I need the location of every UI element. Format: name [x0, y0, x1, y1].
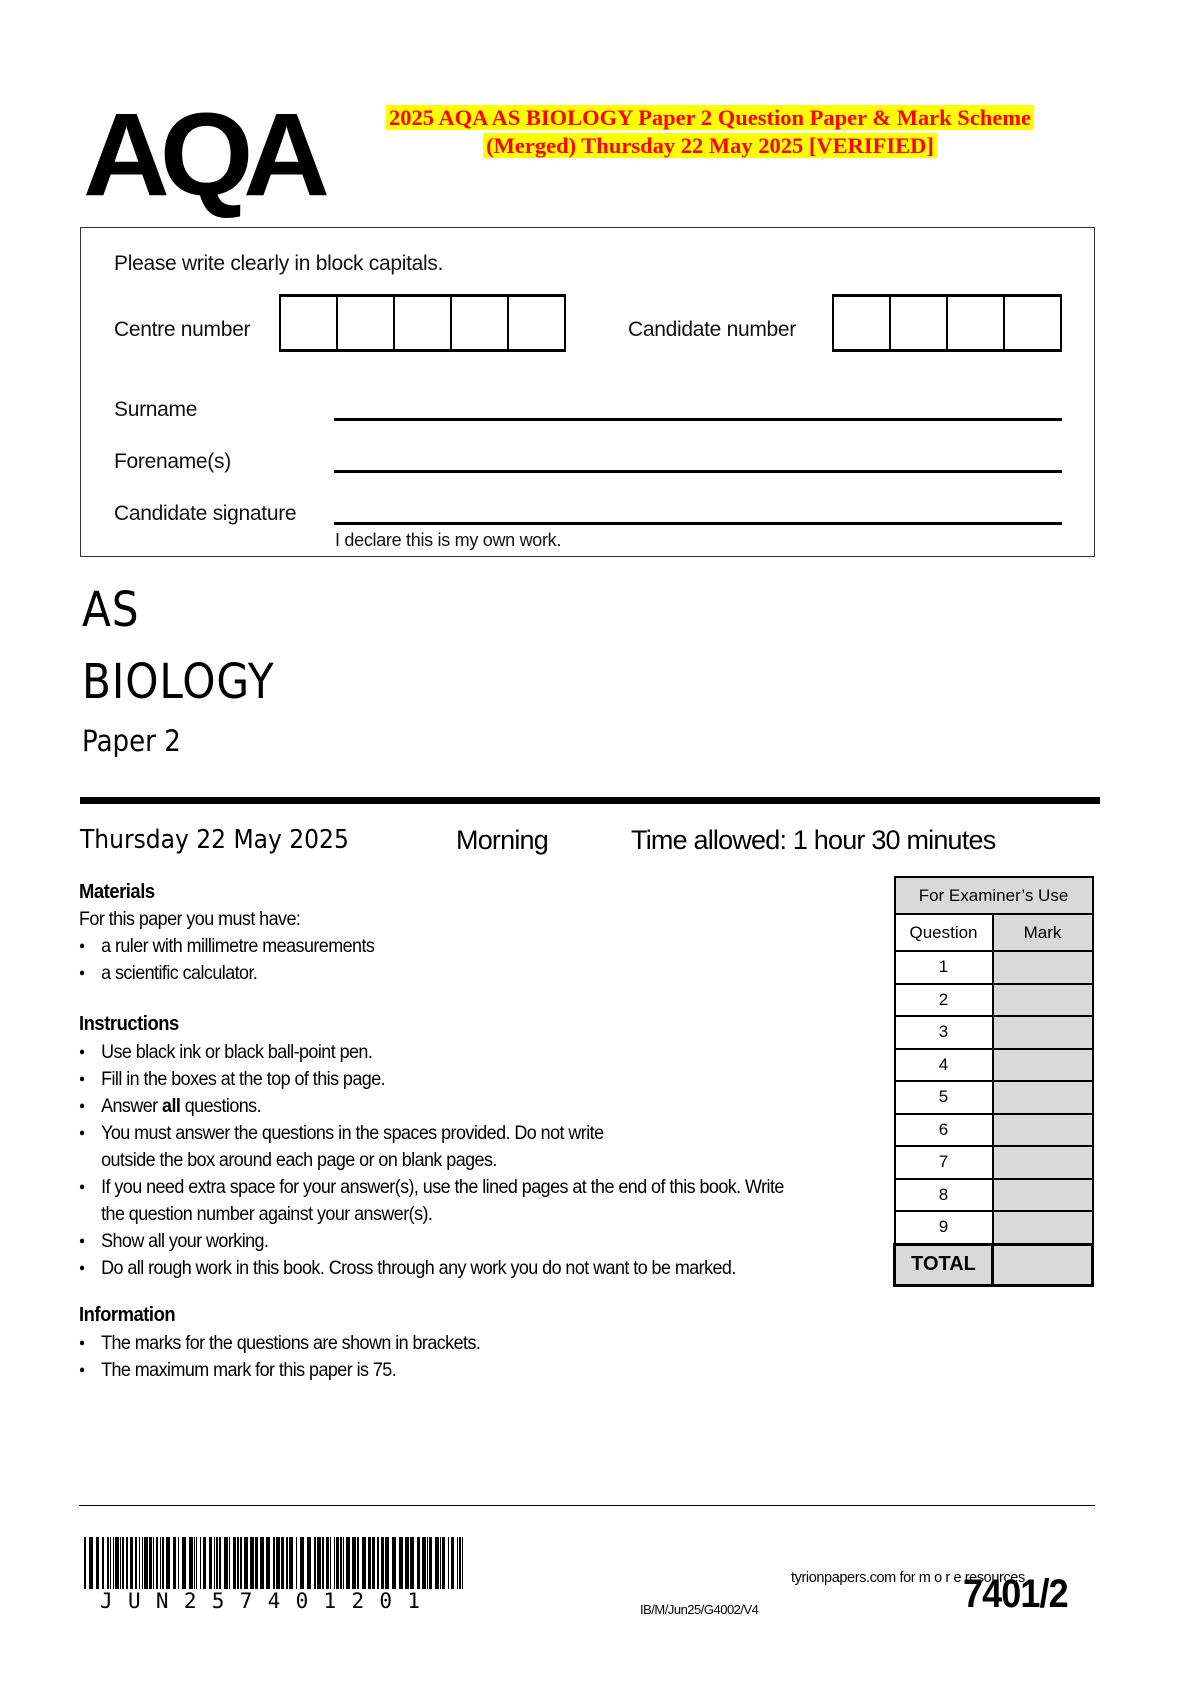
instruction-item-continued: the question number against your answer(s). [101, 1203, 433, 1225]
column-header-question: Question [895, 914, 993, 951]
barcode-bar [448, 1537, 449, 1589]
barcode-bar [153, 1537, 154, 1589]
instruction-item: ● Use black ink or black ball-point pen. [79, 1039, 784, 1066]
mark-cell[interactable] [993, 1081, 1093, 1114]
question-number: 4 [895, 1049, 993, 1082]
instruction-item: ● If you need extra space for your answer(s), use the lined pages at the end of this book. Write [79, 1174, 784, 1201]
barcode-bar [120, 1537, 121, 1589]
barcode-bar [260, 1537, 264, 1589]
barcode-bar [107, 1537, 109, 1589]
information-item: ● The maximum mark for this paper is 75. [79, 1357, 480, 1384]
barcode-bar [372, 1537, 375, 1589]
barcode-bar [156, 1537, 158, 1589]
barcode-text: JUN257401201 [100, 1589, 436, 1613]
barcode-bar [273, 1537, 275, 1589]
barcode-bar [110, 1537, 111, 1589]
barcode-bar [139, 1537, 140, 1589]
question-number: 3 [895, 1016, 993, 1049]
barcode-bar [237, 1537, 239, 1589]
total-label: TOTAL [895, 1244, 993, 1285]
instruction-item: ● Fill in the boxes at the top of this page. [79, 1066, 784, 1093]
banner-line-2: (Merged) Thursday 22 May 2025 [VERIFIED] [483, 133, 937, 158]
barcode-bar [381, 1537, 384, 1589]
column-header-mark: Mark [993, 914, 1093, 951]
surname-label: Surname [114, 398, 198, 421]
centre-number-cell[interactable] [509, 297, 566, 349]
barcode-bar [296, 1537, 297, 1589]
centre-number-field[interactable] [279, 294, 566, 352]
examiner-table-title-row [895, 877, 1093, 914]
barcode-bar [196, 1537, 197, 1589]
barcode-bar [462, 1537, 463, 1589]
document-reference: IB/M/Jun25/G4002/V4 [640, 1602, 759, 1617]
barcode-bar [346, 1537, 350, 1589]
question-number: 8 [895, 1179, 993, 1212]
question-number: 7 [895, 1146, 993, 1179]
footer-divider [79, 1505, 1095, 1506]
barcode-bar [330, 1537, 331, 1589]
barcode-bar [219, 1537, 221, 1589]
mark-cell[interactable] [993, 1016, 1093, 1049]
barcode-bar [276, 1537, 280, 1589]
barcode-bar [334, 1537, 335, 1589]
candidate-number-cell[interactable] [1005, 297, 1062, 349]
table-row [895, 1081, 1093, 1114]
examiner-table-title: For Examiner’s Use [895, 877, 1093, 914]
barcode-bar [343, 1537, 344, 1589]
barcode-bar [451, 1537, 454, 1589]
barcode-bar [216, 1537, 218, 1589]
barcode-bar [307, 1537, 311, 1589]
barcode-bar [314, 1537, 316, 1589]
title-banner [340, 104, 1080, 160]
surname-field[interactable] [334, 418, 1062, 421]
instruction-item-continued: outside the box around each page or on blank pages. [101, 1149, 497, 1171]
barcode-bar [173, 1537, 176, 1589]
table-row [895, 1179, 1093, 1212]
barcode-bar [250, 1537, 254, 1589]
barcode-bar [182, 1537, 186, 1589]
materials-item: ● a scientific calculator. [79, 960, 374, 987]
barcode-bar [266, 1537, 270, 1589]
centre-number-cell[interactable] [338, 297, 395, 349]
barcode-bar [405, 1537, 409, 1589]
barcode-bar [144, 1537, 148, 1589]
barcode-bar [440, 1537, 441, 1589]
barcode-bar [281, 1537, 284, 1589]
barcode-bar [229, 1537, 230, 1589]
mark-cell[interactable] [993, 1179, 1093, 1212]
materials-list [79, 906, 374, 987]
barcode-bar [427, 1537, 428, 1589]
candidate-number-cell[interactable] [948, 297, 1005, 349]
subject-title: BIOLOGY [82, 654, 275, 710]
paper-code: 7401/2 [963, 1572, 1068, 1616]
information-list [79, 1330, 480, 1384]
barcode-bar [377, 1537, 379, 1589]
table-row [895, 1049, 1093, 1082]
barcode-bar [429, 1537, 432, 1589]
block-capitals-instruction: Please write clearly in block capitals. [114, 252, 444, 275]
barcode-bar [362, 1537, 366, 1589]
barcode-bar [126, 1537, 128, 1589]
candidate-number-label: Candidate number [628, 318, 796, 341]
barcode-bar [160, 1537, 161, 1589]
table-row [895, 951, 1093, 984]
watermark-text: tyrionpapers.com for m o r e resources [791, 1570, 1025, 1586]
candidate-number-cell[interactable] [891, 297, 948, 349]
forenames-field[interactable] [334, 470, 1062, 473]
barcode-bar [96, 1537, 99, 1589]
barcode-bar [352, 1537, 356, 1589]
barcode-bar [203, 1537, 206, 1589]
question-number: 1 [895, 951, 993, 984]
forenames-label: Forename(s) [114, 450, 231, 473]
barcode-bar [357, 1537, 359, 1589]
instructions-list [79, 1039, 784, 1282]
barcode-bar [289, 1537, 293, 1589]
declaration-text: I declare this is my own work. [335, 530, 562, 550]
barcode-bar [410, 1537, 414, 1589]
barcode-bar [149, 1537, 152, 1589]
barcode-bar [113, 1537, 114, 1589]
qualification-level: AS [82, 582, 140, 638]
barcode-bar [162, 1537, 164, 1589]
barcode-bar [178, 1537, 179, 1589]
question-number: 2 [895, 984, 993, 1017]
signature-label: Candidate signature [114, 502, 297, 525]
centre-number-label: Centre number [114, 318, 251, 341]
signature-field[interactable] [334, 522, 1062, 525]
barcode-bar [442, 1537, 445, 1589]
table-row [895, 1016, 1093, 1049]
barcode-bar [317, 1537, 321, 1589]
barcode-bar [392, 1537, 396, 1589]
barcode-bar [233, 1537, 236, 1589]
total-row [895, 1244, 1093, 1285]
instruction-item: ● Show all your working. [79, 1228, 784, 1255]
materials-item: ● a ruler with millimetre measurements [79, 933, 374, 960]
mark-cell[interactable] [993, 1211, 1093, 1244]
information-heading: Information [79, 1304, 176, 1326]
barcode-bar [385, 1537, 389, 1589]
answer-suffix: questions. [180, 1095, 262, 1117]
instructions-heading: Instructions [79, 1013, 179, 1035]
question-number: 5 [895, 1081, 993, 1114]
barcode-bar [142, 1537, 143, 1589]
barcode-bar [102, 1537, 104, 1589]
table-row [895, 1211, 1093, 1244]
examiner-use-table [893, 876, 1094, 1287]
barcode-bar [300, 1537, 304, 1589]
barcode-bar [244, 1537, 248, 1589]
aqa-logo: AQA [83, 89, 320, 221]
barcode-bar [200, 1537, 201, 1589]
barcode-bar [322, 1537, 324, 1589]
table-row [895, 1114, 1093, 1147]
mark-cell[interactable] [993, 1114, 1093, 1147]
barcode [84, 1537, 468, 1589]
barcode-bar [115, 1537, 119, 1589]
barcode-bar [435, 1537, 439, 1589]
barcode-bar [122, 1537, 124, 1589]
mark-cell[interactable] [993, 1146, 1093, 1179]
table-row [895, 984, 1093, 1017]
instruction-item-answer-all [79, 1093, 784, 1120]
barcode-bar [135, 1537, 137, 1589]
title-divider [80, 797, 1100, 804]
exam-date: Thursday 22 May 2025 [80, 825, 349, 855]
barcode-bar [336, 1537, 339, 1589]
barcode-bar [214, 1537, 215, 1589]
materials-heading: Materials [79, 881, 155, 903]
materials-intro: For this paper you must have: [79, 908, 301, 930]
table-row [895, 1146, 1093, 1179]
total-mark-cell[interactable] [993, 1244, 1093, 1285]
barcode-bar [224, 1537, 228, 1589]
mark-cell[interactable] [993, 984, 1093, 1017]
barcode-bar [457, 1537, 458, 1589]
barcode-bar [368, 1537, 371, 1589]
barcode-bar [459, 1537, 461, 1589]
barcode-bar [240, 1537, 242, 1589]
time-allowed: Time allowed: 1 hour 30 minutes [631, 825, 996, 855]
examiner-table-header-row [895, 914, 1093, 951]
barcode-bar [326, 1537, 329, 1589]
answer-emphasis: all [162, 1095, 181, 1117]
barcode-bar [166, 1537, 170, 1589]
barcode-bar [209, 1537, 212, 1589]
barcode-bar [84, 1537, 86, 1589]
answer-prefix: Answer [101, 1095, 163, 1117]
exam-session: Morning [456, 825, 548, 855]
barcode-bar [130, 1537, 133, 1589]
instruction-item: ● Do all rough work in this book. Cross through any work you do not want to be marked. [79, 1255, 784, 1282]
barcode-bar [189, 1537, 193, 1589]
barcode-bar [417, 1537, 420, 1589]
centre-number-cell[interactable] [452, 297, 509, 349]
barcode-bar [194, 1537, 195, 1589]
mark-cell[interactable] [993, 1049, 1093, 1082]
centre-number-cell[interactable] [281, 297, 338, 349]
banner-line-1: 2025 AQA AS BIOLOGY Paper 2 Question Paper & Mark Scheme [386, 105, 1034, 130]
barcode-bar [340, 1537, 342, 1589]
barcode-bar [422, 1537, 426, 1589]
instruction-item: ● You must answer the questions in the spaces provided. Do not write [79, 1120, 784, 1147]
barcode-bar [286, 1537, 288, 1589]
barcode-bar [255, 1537, 258, 1589]
barcode-bar [399, 1537, 403, 1589]
candidate-number-cell[interactable] [834, 297, 891, 349]
question-number: 9 [895, 1211, 993, 1244]
centre-number-cell[interactable] [395, 297, 452, 349]
barcode-bar [89, 1537, 93, 1589]
question-number: 6 [895, 1114, 993, 1147]
candidate-number-field[interactable] [832, 294, 1062, 352]
information-item: ● The marks for the questions are shown in brackets. [79, 1330, 480, 1357]
paper-number: Paper 2 [82, 724, 181, 758]
mark-cell[interactable] [993, 951, 1093, 984]
